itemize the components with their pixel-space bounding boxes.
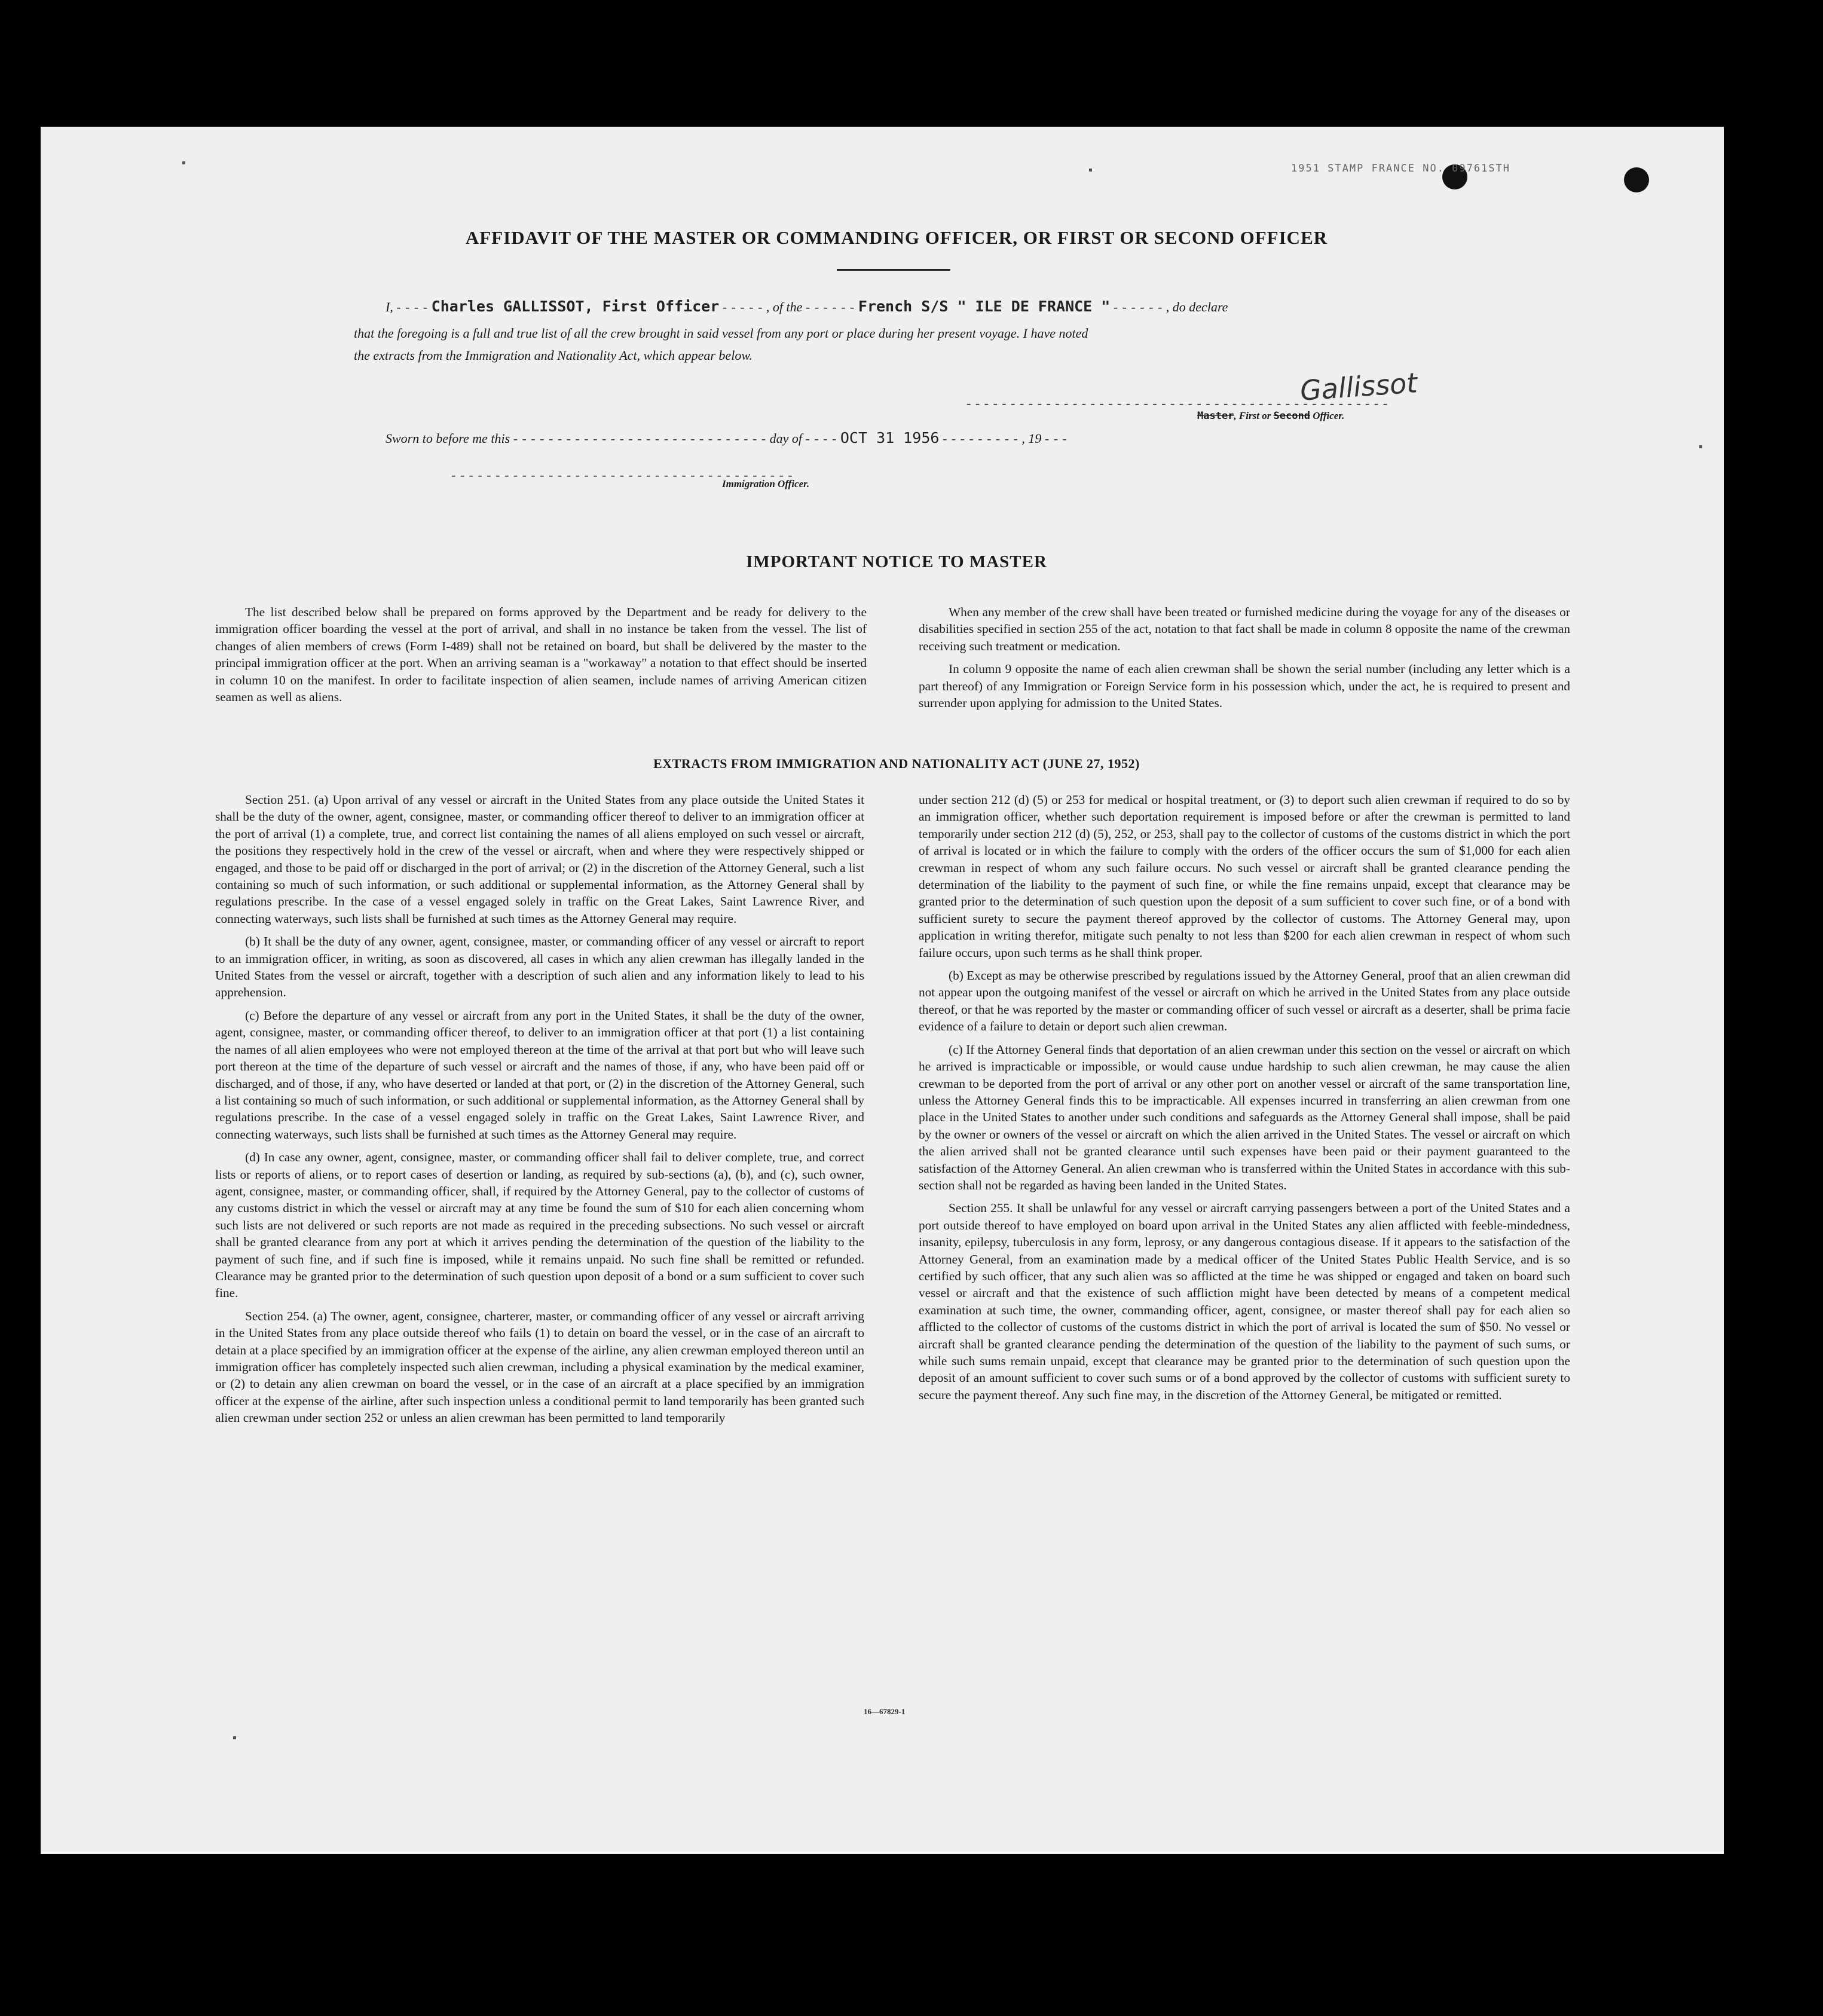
notice-right-column bbox=[919, 604, 1570, 717]
statute-paragraph: (d) In case any owner, agent, consignee, master, or commanding officer shall fail to deliver complete, true, and correct lists or reports of aliens, or to report cases of desertion or landing, as required by sub-sections (a), (b), and (c), such owner, agent, consignee, master, or commanding officer, shall, if required by the Attorney General, pay to the collector of customs of any customs district in which the vessel or aircraft may at any time be found the sum of $10 for each alien concerning whom such lists are not delivered or such reports are not made as required in the preceding subsections. No such vessel or aircraft shall be granted clearance from any port at which it arrives pending the determination of the question of the liability to the payment of such fine, and if such fine is imposed, while it remains unpaid. No such fine shall be remitted or refunded. Clearance may be granted prior to the determination of such question upon deposit of a bond or a sum sufficient to cover such fine. bbox=[215, 1150, 864, 1301]
scan-speck bbox=[233, 1736, 236, 1739]
immigration-officer-caption: Immigration Officer. bbox=[722, 478, 810, 490]
sworn-line: Sworn to before me this - - - - - - - - - - - - - - - - - - - - - - - - - - - - - day of - - - - OCT 31 1956 - - - - - - - - - , 19 - - - bbox=[386, 429, 1068, 446]
affidavit-title: AFFIDAVIT OF THE MASTER OR COMMANDING OFFICER, OR FIRST OR SECOND OFFICER bbox=[465, 227, 1328, 248]
declaration-line-1: I, - - - - Charles GALLISSOT, First Officer - - - - - , of the - - - - - - French S/S " ILE DE FRANCE " - - - - - - , do declare bbox=[386, 298, 1228, 315]
extracts-title: EXTRACTS FROM IMMIGRATION AND NATIONALITY ACT (JUNE 27, 1952) bbox=[653, 756, 1140, 771]
scan-speck bbox=[182, 161, 185, 164]
title-underline bbox=[837, 269, 950, 271]
form-number: 16—67829-1 bbox=[864, 1707, 906, 1716]
officer-signature: Gallissot bbox=[1299, 366, 1418, 407]
scan-speck bbox=[1089, 169, 1092, 172]
statute-paragraph: (b) Except as may be otherwise prescribed by regulations issued by the Attorney General, proof that an alien crewman did not appear upon the outgoing manifest of the vessel or aircraft on which he arrived in the United States from any place outside thereof, or that he was reported by the master or commanding officer of such vessel or aircraft as a deserter, shall be prima facie evidence of a failure to detain or deport such alien crewman. bbox=[919, 968, 1570, 1034]
signature-caption: Master, First or Second Officer. bbox=[1197, 410, 1345, 422]
notice-paragraph: In column 9 opposite the name of each alien crewman shall be shown the serial number (including any letter which is a part thereof) of any Immigration or Foreign Service form in his possession which, under the act, he is required to present and surrender upon applying for admission to the United States. bbox=[919, 662, 1570, 711]
vessel-name-field: French S/S " ILE DE FRANCE " bbox=[858, 298, 1111, 315]
statute-paragraph: Section 255. It shall be unlawful for any vessel or aircraft carrying passengers between a port of the United States and a port outside thereof to have employed on board upon arrival in the United States any alien afflicted with feeble-mindedness, insanity, epilepsy, tuberculosis in any form, leprosy, or any dangerous contagious disease. If it appears to the satisfaction of the Attorney General, from an examination made by a medical officer of the United States Public Health Service, and is so certified by such officer, that any such alien was so afflicted at the time he was shipped or engaged and taken on board such vessel or aircraft and that the existence of such affliction might have been detected by means of a competent medical examination at such time, the owner, commanding officer, agent, consignee, or master thereof shall pay for each alien so afflicted to the collector of customs of the customs district in which the port of arrival is located the sum of $50. No vessel or aircraft shall be granted clearance pending the determination of the question of the liability to the payment of such sums, or while such sums remain unpaid, except that clearance may be granted prior to the determination of such question upon the deposit of an amount sufficient to cover such sums or of a bond approved by the collector of customs with sufficient surety to secure the payment thereof. Any such fine may, in the discretion of the Attorney General, be mitigated or remitted. bbox=[919, 1201, 1570, 1402]
extracts-right-column bbox=[919, 791, 1570, 1409]
statute-paragraph: Section 251. (a) Upon arrival of any vessel or aircraft in the United States from any place outside the United States it shall be the duty of the owner, agent, consignee, master, or commanding officer thereof to deliver to an immigration officer at the port of arrival (1) a complete, true, and correct list containing the names of all aliens employed on such vessel or aircraft, the positions they respectively hold in the crew of the vessel or aircraft, when and where they were respectively shipped or engaged, and those to be paid off or discharged in the port of arrival; or (2) in the discretion of the Attorney General, such a list containing so much of such information, or such additional or supplemental information, as the Attorney General shall by regulations prescribe. In the case of a vessel engaged solely in traffic on the Great Lakes, Saint Lawrence River, and connecting waterways, such lists shall be furnished at such times as the Attorney General may require. bbox=[215, 793, 864, 926]
statute-paragraph: under section 212 (d) (5) or 253 for medical or hospital treatment, or (3) to deport such alien crewman if required to do so by an immigration officer, whether such deportation requirement is imposed before or after the crewman is permitted to land temporarily under section 212 (d) (5), 252, or 253, shall pay to the collector of customs of the customs district in which the port of arrival is located or in which the failure to comply with the orders of the officer occurs the sum of $1,000 for each alien crewman in respect of whom any such failure occurs. No such vessel or aircraft shall be granted clearance pending the determination of the liability to the payment of such fine, or while the fine remains unpaid, except that clearance may be granted prior to the determination of such question upon the deposit of a sum sufficient to cover such fine, or of a bond with sufficient surety to secure the payment thereof approved by the collector of customs. The Attorney General may, upon application in writing therefor, mitigate such penalty to not less than $200 for each alien crewman in respect of whom such failure occurs, upon such terms as he shall think proper. bbox=[919, 793, 1570, 960]
extracts-left-column bbox=[215, 791, 864, 1433]
scan-speck bbox=[1699, 445, 1702, 448]
punch-hole bbox=[1624, 167, 1649, 192]
declaration-line-2: that the foregoing is a full and true list of all the crew brought in said vessel from any port or place during her present voyage. I have noted bbox=[354, 326, 1088, 341]
statute-paragraph: Section 254. (a) The owner, agent, consignee, charterer, master, or commanding officer of any vessel or aircraft arriving in the United States from any place outside thereof who fails (1) to detain on board the vessel, or in the case of an aircraft to detain at a place specified by an immigration officer at the expense of the airline, any alien crewman employed thereon until an immigration officer has completely inspected such alien crewman, including a physical examination by the medical examiner, or (2) to detain any alien crewman on board the vessel, or in the case of an aircraft at a place specified by an immigration officer at the expense of the airline, after such inspection unless a conditional permit to land temporarily has been granted such alien crewman under section 252 or unless an alien crewman has been permitted to land temporarily bbox=[215, 1308, 864, 1425]
immigration-officer-line: - - - - - - - - - - - - - - - - - - - - - - - - - - - - - - - - - - - - - - - bbox=[451, 467, 793, 482]
officer-name-field: Charles GALLISSOT, First Officer bbox=[431, 298, 720, 315]
statute-paragraph: (c) If the Attorney General finds that deportation of an alien crewman under this section on the vessel or aircraft on which he arrived is impracticable or impossible, or would cause undue hardship to such alien crewman, he may cause the alien crewman to be deported from the port of arrival or any other port on another vessel or aircraft of the same transportation line, unless the Attorney General finds this to be impracticable. All expenses incurred in transferring an alien crewman from one place in the United States to another under such conditions and safeguards as the Attorney General shall impose, shall be paid by the owner or owners of the vessel or aircraft on which the alien arrived in the United States. The vessel or aircraft on which the alien arrived shall not be granted clearance until such expenses have been paid or their payment guaranteed to the satisfaction of the Attorney General. An alien crewman who is transferred within the United States in accordance with this sub-section shall not be regarded as having been landed in the United States. bbox=[919, 1042, 1570, 1192]
notice-paragraph: The list described below shall be prepared on forms approved by the Department and be ready for delivery to the immigration officer boarding the vessel at the port of arrival, and shall in no instance be taken from the vessel. The list of changes of alien members of crews (Form I-489) shall not be retained on board, but shall be delivered by the master to the principal immigration officer at the port. When an arriving seaman is a "workaway" a notation to that effect should be inserted in column 10 on the manifest. In order to facilitate inspection of alien seamen, include names of arriving American citizen seamen as well as aliens. bbox=[215, 605, 867, 705]
notice-paragraph: When any member of the crew shall have been treated or furnished medicine during the voyage for any of the diseases or disabilities specified in section 255 of the act, notation to that fact shall be made in column 8 opposite the name of the crewman receiving such treatment or medication. bbox=[919, 605, 1570, 653]
declaration-line-3: the extracts from the Immigration and Nationality Act, which appear below. bbox=[354, 348, 753, 363]
signature-line: - - - - - - - - - - - - - - - - - - - - - - - - - - - - - - - - - - - - - - - - - - - - - - - - bbox=[966, 396, 1388, 411]
faint-stamp: 1951 STAMP FRANCE NO. 09761STH bbox=[1291, 163, 1511, 175]
statute-paragraph: (b) It shall be the duty of any owner, agent, consignee, master, or commanding officer of any vessel or aircraft to report to an immigration officer, in writing, as soon as discovered, all cases in which any alien crewman has illegally landed in the United States from the vessel or aircraft, together with a description of such alien and any information likely to lead to his apprehension. bbox=[215, 934, 864, 1000]
sworn-date-field: OCT 31 1956 bbox=[840, 429, 940, 446]
statute-paragraph: (c) Before the departure of any vessel or aircraft from any port in the United States, it shall be the duty of the owner, agent, consignee, master, or commanding officer thereof, to deliver to an immigration officer at that port (1) a list containing the names of all alien employees who were not employed thereon at the time of the arrival at that port but who will leave such port thereon at the time of the departure of such vessel or aircraft and the names of those, if any, who have been paid off or discharged, and of those, if any, who have deserted or landed at that port, or (2) in the discretion of the Attorney General, such a list containing so much of such information, or such additional or supplemental information, as the Attorney General shall by regulations prescribe. In the case of a vessel engaged solely in traffic on the Great Lakes, Saint Lawrence River, and connecting waterways, such lists shall be furnished at such times as the Attorney General may require. bbox=[215, 1008, 864, 1142]
notice-left-column bbox=[215, 604, 867, 711]
notice-title: IMPORTANT NOTICE TO MASTER bbox=[746, 552, 1047, 571]
